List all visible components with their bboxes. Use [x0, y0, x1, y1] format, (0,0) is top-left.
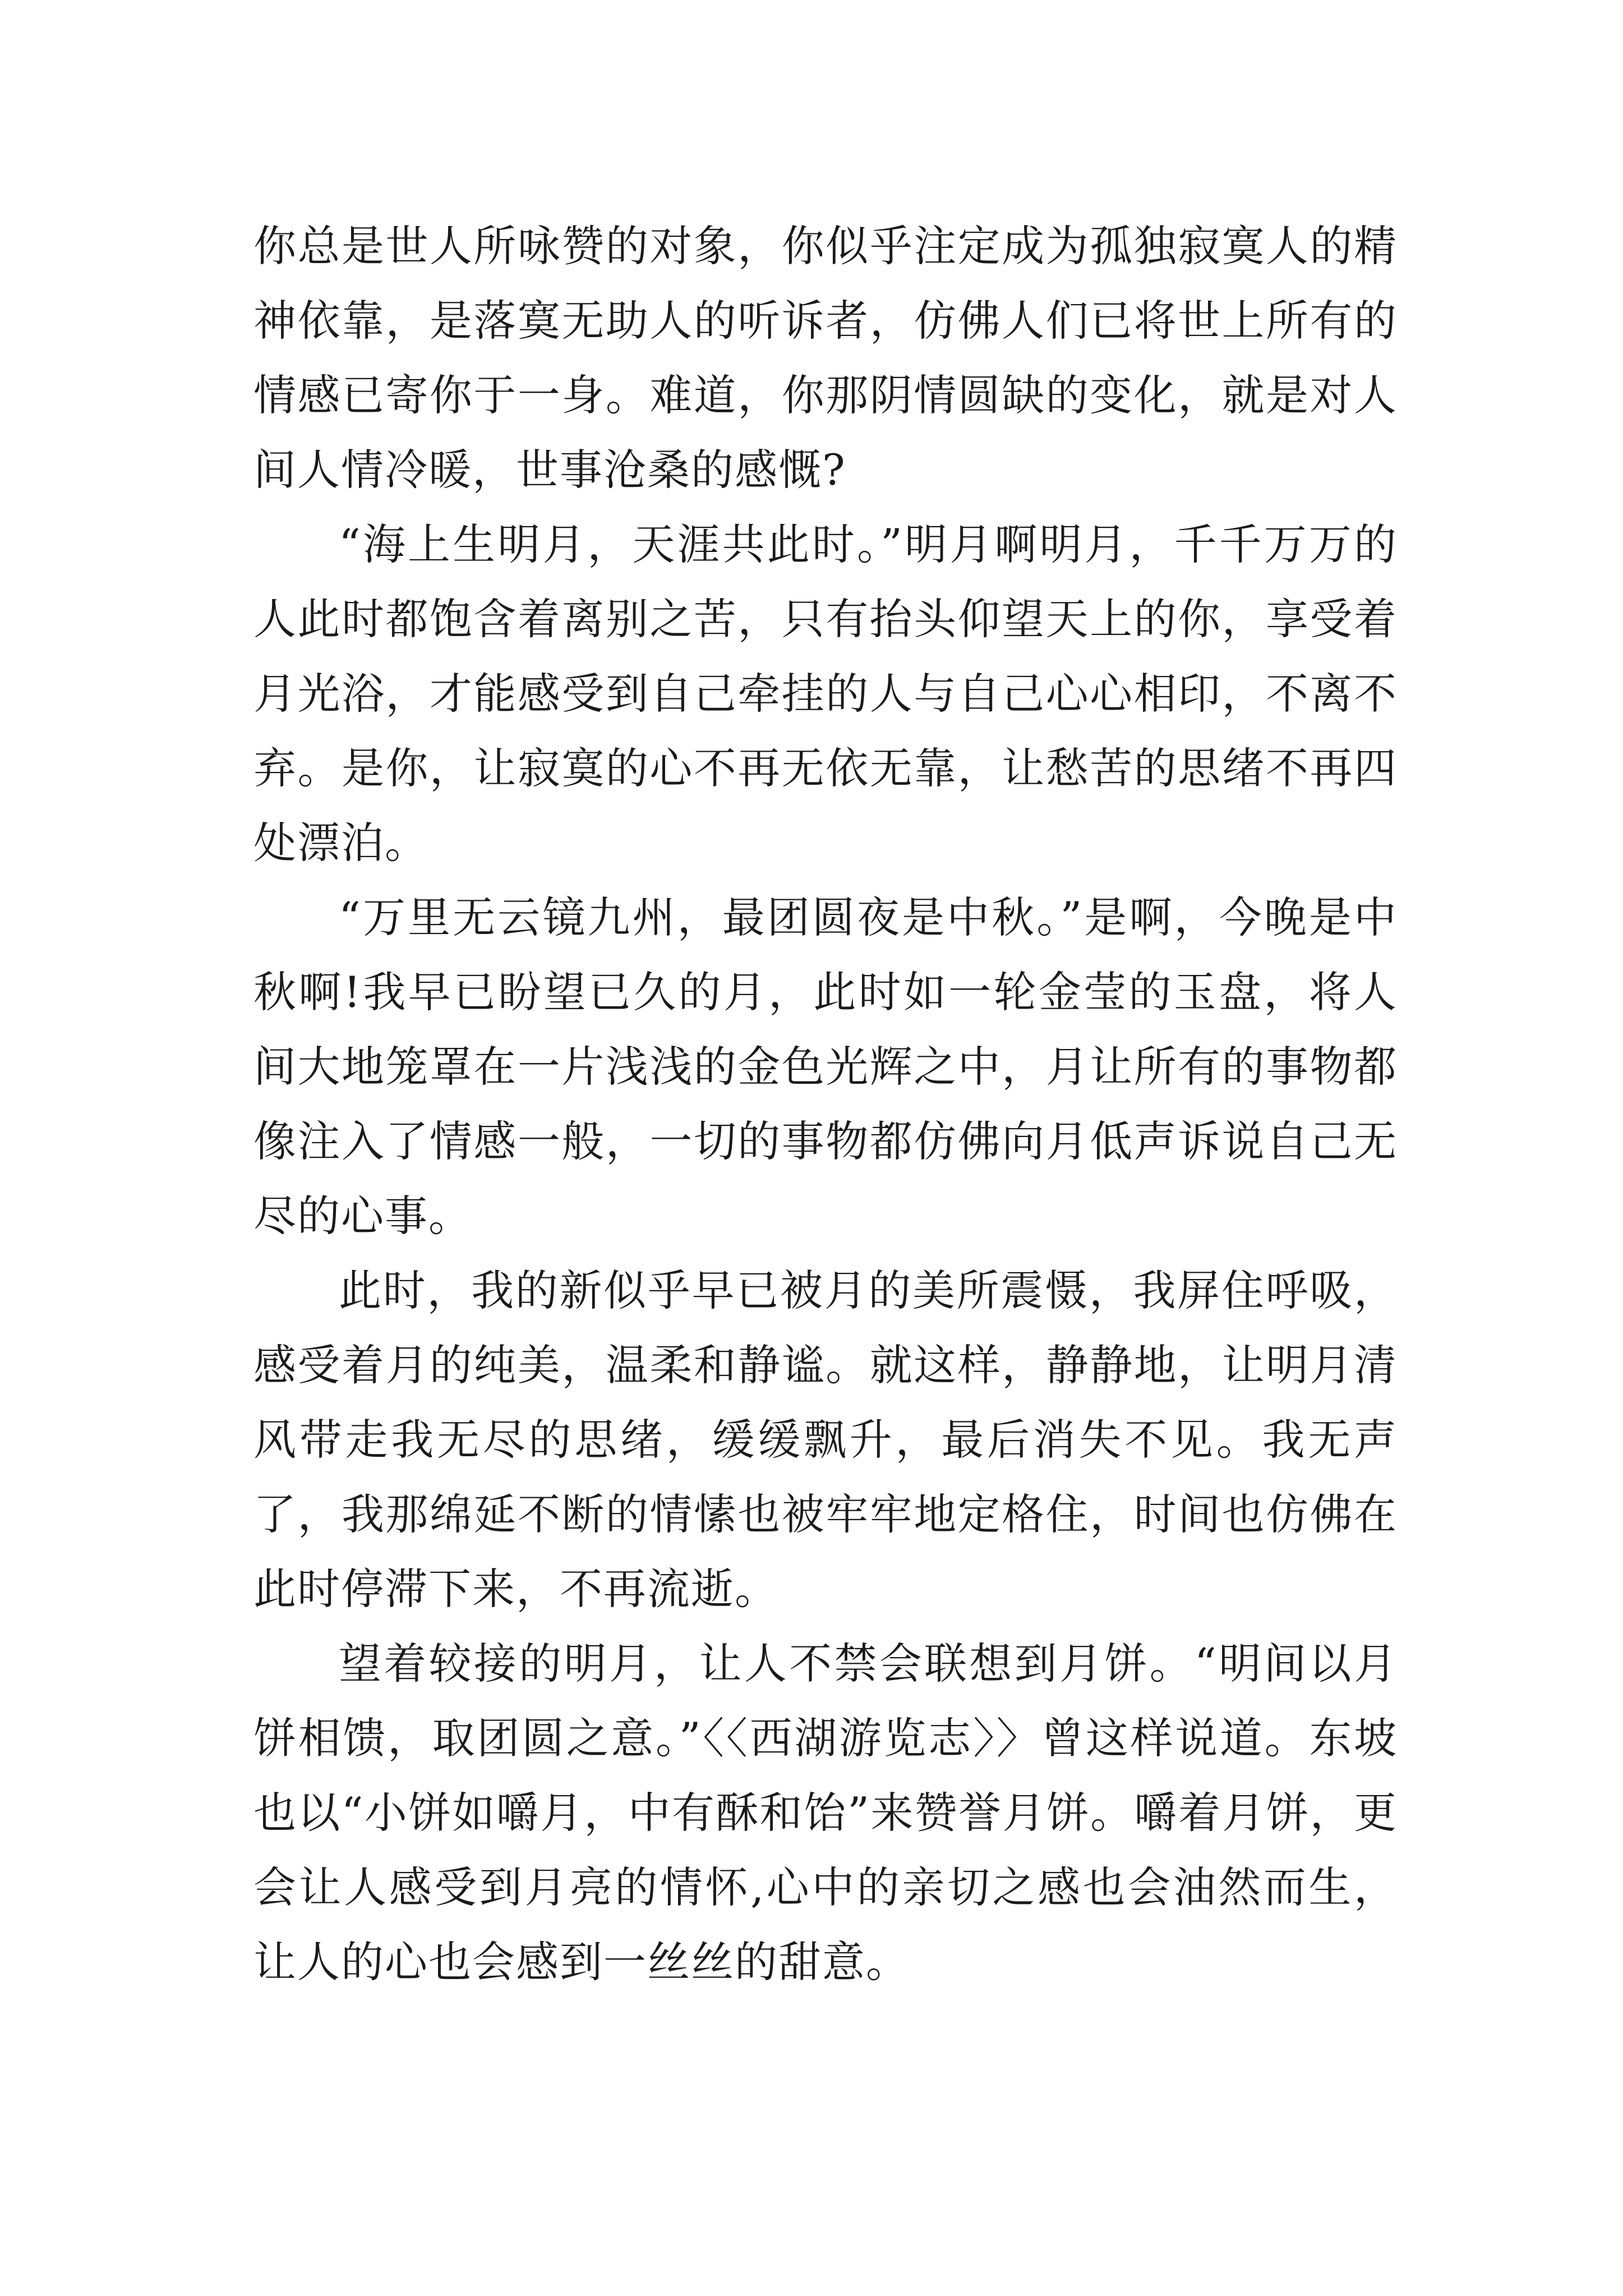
paragraph-1: 你总是世人所咏赞的对象，你似乎注定成为孤独寂寞人的精神依靠，是落寞无助人的听诉者，仿佛人们已将世上所有的情感已寄你于一身。难道，你那阴情圆缺的变化，就是对人间人情冷暖，世事沧桑的感慨? — [253, 221, 1398, 495]
paragraph-2: “海上生明月，天涯共此时。”明月啊明月，千千万万的人此时都饱含着离别之苦，只有抬头仰望天上的你，享受着月光浴，才能感受到自己牵挂的人与自己心心相印，不离不弃。是你，让寂寞的心不再无依无靠，让愁苦的思绪不再四处漂泊。 — [253, 519, 1398, 868]
paragraph-4: 此时，我的新似乎早已被月的美所震慑，我屏住呼吸，感受着月的纯美，温柔和静谧。就这样，静静地，让明月清风带走我无尽的思绪，缓缓飘升，最后消失不见。我无声了，我那绵延不断的情愫也被牢牢地定格住，时间也仿佛在此时停滞下来，不再流逝。 — [253, 1266, 1398, 1614]
essay-body — [253, 209, 1398, 1999]
paragraph-5: 望着较接的明月，让人不禁会联想到月饼。“明间以月饼相馈，取团圆之意。”〈〈西湖游览志〉〉曾这样说道。东坡也以“小饼如嚼月，中有酥和饴”来赞誉月饼。嚼着月饼，更会让人感受到月亮的情怀,心中的亲切之感也会油然而生，让人的心也会感到一丝丝的甜意。 — [253, 1639, 1398, 1987]
paragraph-3: “万里无云镜九州，最团圆夜是中秋。”是啊，今晚是中秋啊!我早已盼望已久的月，此时如一轮金莹的玉盘，将人间大地笼罩在一片浅浅的金色光辉之中，月让所有的事物都像注入了情感一般，一切的事物都仿佛向月低声诉说自己无尽的心事。 — [253, 892, 1398, 1241]
